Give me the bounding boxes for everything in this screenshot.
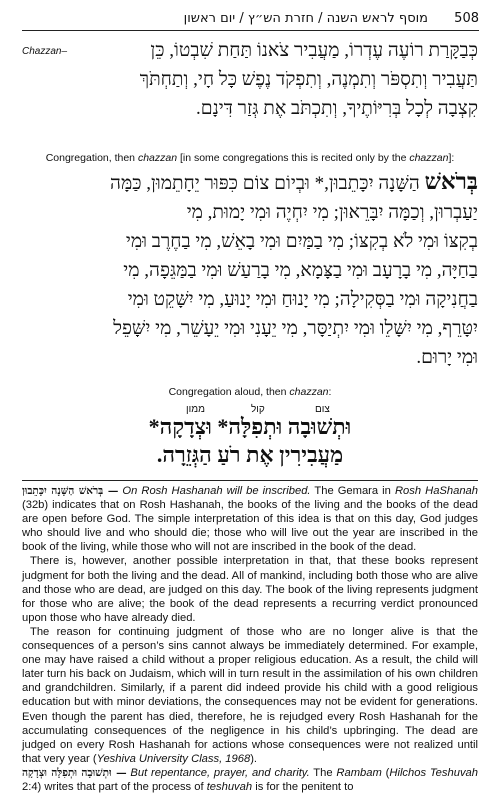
hebrew-line: בַחַיָּה, מִי בָרָעָב וּמִי בַצָּמָא, מִי בָרַעַשׁ וּמִי בַמַּגֵּפָה, מִי	[123, 260, 478, 281]
instruction-line: Congregation, then chazzan [in some congregations this is recited only by the chazzan]:	[45, 152, 455, 164]
hebrew-line: תַּעֲבִיר וְתִסְפֹּר וְתִמְנֶה, וְתִפְקֹד נֶפֶשׁ כָּל חָי, וְתַחְתֹּךְ	[139, 69, 478, 90]
above-word-tzom: צום	[315, 404, 330, 415]
speaker-label: Chazzan–	[22, 46, 68, 57]
hebrew-line: קִצְבָה לְכָל בְּרִיּוֹתֶיךָ, וְתִכְתֹּב אֶת גְּזַר דִּינָם.	[195, 98, 478, 119]
first-word: בְּרֹאשׁ	[424, 169, 478, 194]
commentary-paragraph: בְּרֹאשׁ הַשָּׁנָה יִכָּתֵבוּן — On Rosh Hashanah will be inscribed. The Gemara in Rosh HaShanah (32b) indicates that on Rosh Hashanah, the books of the living and the books of the dead are open before God. The simple interpretation of this idea is that on this day, God judges who should live and who should die; those who will live out the year are inscribed in the book of the living, while those who will not are inscribed in the book of the dead.	[22, 485, 478, 554]
page-header	[0, 8, 500, 32]
commentary-paragraph: There is, however, another possible interpretation in that, that these books represent judgment for both the living and the dead. All of mankind, including both those who are alive and those who are dead, are judged on this day. The book of the living represents judgment for those who are alive; the book of the dead represents a recurring verdict pronounced upon those who have already died.	[22, 555, 478, 624]
above-word-kol: קול	[251, 404, 265, 415]
running-title: מוסף לראש השנה / חזרת הש״ץ / יום ראשון	[183, 11, 428, 26]
chazzan-paragraph	[70, 36, 478, 65]
commentary	[22, 484, 478, 794]
hebrew-line: בְּרֹאשׁ הַשָּׁנָה יִכָּתֵבוּן,* וּבְיוֹם צוֹם כִּפּוּר יֵחָתֵמוּן, כַּמָּה	[110, 169, 478, 194]
page-number: 508	[454, 11, 479, 26]
hebrew-line: יַעַבְרוּן, וְכַמָּה יִבָּרֵאוּן; מִי יִחְיֶה וּמִי יָמוּת, מִי	[186, 202, 478, 223]
key-line-1: וּתְשׁוּבָה וּתְפִלָּה* וּצְדָקָה*	[148, 414, 352, 439]
hebrew-line: כְּבַקָּרַת רוֹעֶה עֶדְרוֹ, מַעֲבִיר צֹאנוֹ תַּחַת שִׁבְטוֹ, כֵּן	[150, 40, 478, 61]
hebrew-line: בַחֲנִיקָה וּמִי בַסְּקִילָה; מִי יָנוּחַ וּמִי יָנוּעַ, מִי יִשָּׁקֵט וּמִי	[127, 289, 478, 310]
hebrew-line: וּמִי יָרוּם.	[416, 347, 478, 368]
chazzan-paragraph-cont	[22, 65, 478, 123]
hebrew-line: יִטָּרֵף, מִי יִשָּׁלֵו וּמִי יִתְיַסָּר, מִי יֵעָנִי וּמִי יֵעָשֵׁר, מִי יִשָּׁפֵל	[113, 318, 478, 339]
key-line-2: מַעֲבִירִין אֶת רֹעַ הַגְּזֵרָה.	[156, 442, 344, 467]
commentary-rule	[22, 480, 478, 481]
unesaneh-paragraph	[22, 167, 478, 372]
header-rule	[22, 30, 479, 31]
hebrew-line: בְקִצּוֹ וּמִי לֹא בְקִצּוֹ; מִי בַמַּיִם וּמִי בָאֵשׁ, מִי בַחֶרֶב וּמִי	[125, 231, 478, 252]
commentary-paragraph: The reason for continuing judgment of those who are no longer alive is that the consequences of a person’s sins cannot always be immediately determined. For example, one may have raised a child without a proper religious education. As a result, the child will later turn his back on Judaism, which will in turn result in the assimilation of his own children and grandchildren. Similarly, if a parent did indeed provide his child with a good religious education but with minor deviations, the consequences may not be evident for generations. Even though the parent has died, therefore, he is rejudged every Rosh Hashanah for the accumulating consequences of the negligence in his child’s upbringing. The dead are judged on every Rosh Hashanah for actions whose consequences were not realized until that very year (Yeshiva University Class, 1968).	[22, 625, 478, 765]
above-word-mamon: ממון	[186, 404, 205, 415]
instruction-aloud: Congregation aloud, then chazzan:	[168, 386, 332, 398]
commentary-paragraph: וּתְשׁוּבָה וּתְפִלָּה וּצְדָקָה — But repentance, prayer, and charity. The Rambam (Hilchos Teshuvah 2:4) writes that part of the process of teshuvah is for the penitent to	[22, 766, 478, 793]
